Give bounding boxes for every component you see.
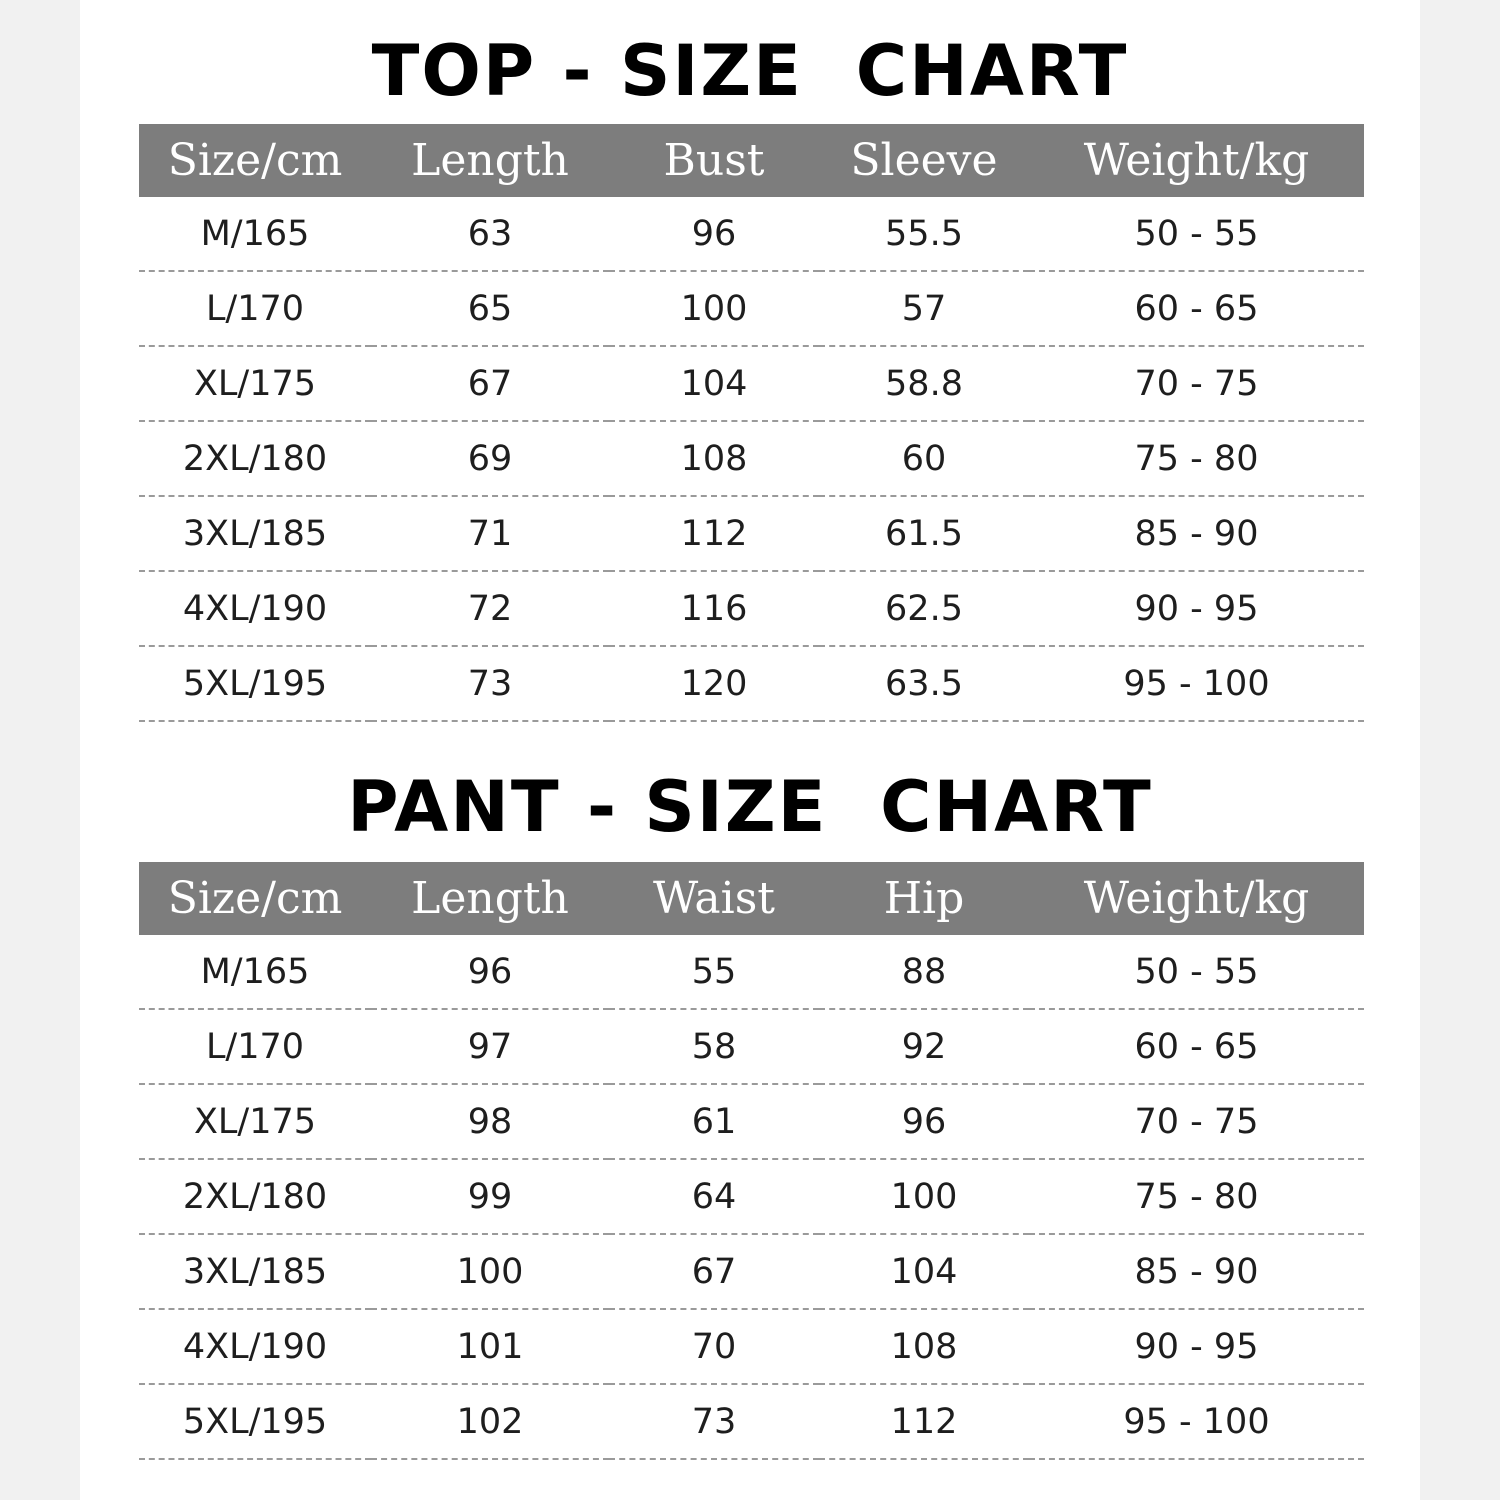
cell-length: 72 <box>371 571 609 646</box>
cell-waist: 61 <box>609 1084 819 1159</box>
cell-sleeve: 63.5 <box>819 646 1029 721</box>
header-hip: Hip <box>883 873 965 924</box>
cell-hip: 112 <box>819 1384 1029 1459</box>
cell-length: 65 <box>371 271 609 346</box>
cell-bust: 116 <box>609 571 819 646</box>
cell-size: XL/175 <box>139 1084 371 1159</box>
cell-length: 69 <box>371 421 609 496</box>
table-header-row <box>139 124 1364 197</box>
cell-bust: 112 <box>609 496 819 571</box>
cell-size: 5XL/195 <box>139 1384 371 1459</box>
cell-weight: 85 - 90 <box>1029 496 1364 571</box>
cell-weight: 60 - 65 <box>1029 271 1364 346</box>
cell-waist: 67 <box>609 1234 819 1309</box>
table-row <box>139 271 1364 346</box>
cell-hip: 104 <box>819 1234 1029 1309</box>
table-row <box>139 1384 1364 1459</box>
table-row <box>139 571 1364 646</box>
cell-length: 98 <box>371 1084 609 1159</box>
table-row <box>139 421 1364 496</box>
table-header-row <box>139 862 1364 935</box>
cell-size: 3XL/185 <box>139 496 371 571</box>
cell-length: 73 <box>371 646 609 721</box>
cell-size: M/165 <box>139 935 371 1009</box>
cell-length: 102 <box>371 1384 609 1459</box>
cell-weight: 50 - 55 <box>1029 935 1364 1009</box>
cell-hip: 108 <box>819 1309 1029 1384</box>
cell-length: 101 <box>371 1309 609 1384</box>
cell-weight: 70 - 75 <box>1029 1084 1364 1159</box>
header-bust: Bust <box>663 135 765 186</box>
cell-weight: 90 - 95 <box>1029 1309 1364 1384</box>
table-row <box>139 646 1364 721</box>
cell-weight: 95 - 100 <box>1029 1384 1364 1459</box>
cell-waist: 73 <box>609 1384 819 1459</box>
cell-sleeve: 58.8 <box>819 346 1029 421</box>
cell-bust: 108 <box>609 421 819 496</box>
cell-waist: 64 <box>609 1159 819 1234</box>
cell-sleeve: 62.5 <box>819 571 1029 646</box>
cell-weight: 85 - 90 <box>1029 1234 1364 1309</box>
cell-size: 3XL/185 <box>139 1234 371 1309</box>
cell-hip: 96 <box>819 1084 1029 1159</box>
cell-weight: 75 - 80 <box>1029 421 1364 496</box>
cell-length: 97 <box>371 1009 609 1084</box>
top-size-table <box>139 124 1364 722</box>
header-length: Length <box>411 873 569 924</box>
cell-sleeve: 60 <box>819 421 1029 496</box>
header-size: Size/cm <box>167 135 343 186</box>
cell-bust: 120 <box>609 646 819 721</box>
cell-waist: 58 <box>609 1009 819 1084</box>
header-length: Length <box>411 135 569 186</box>
cell-waist: 55 <box>609 935 819 1009</box>
pant-size-chart-title: PANT - SIZE CHART <box>347 766 1153 848</box>
table-row <box>139 1159 1364 1234</box>
cell-bust: 100 <box>609 271 819 346</box>
cell-weight: 60 - 65 <box>1029 1009 1364 1084</box>
cell-weight: 75 - 80 <box>1029 1159 1364 1234</box>
cell-weight: 95 - 100 <box>1029 646 1364 721</box>
cell-length: 67 <box>371 346 609 421</box>
table-row <box>139 935 1364 1009</box>
cell-weight: 70 - 75 <box>1029 346 1364 421</box>
cell-size: L/170 <box>139 1009 371 1084</box>
cell-bust: 104 <box>609 346 819 421</box>
table-row <box>139 346 1364 421</box>
cell-size: 4XL/190 <box>139 571 371 646</box>
cell-sleeve: 61.5 <box>819 496 1029 571</box>
cell-hip: 88 <box>819 935 1029 1009</box>
cell-hip: 100 <box>819 1159 1029 1234</box>
cell-size: 5XL/195 <box>139 646 371 721</box>
header-waist: Waist <box>653 873 775 924</box>
pant-size-table <box>139 862 1364 1460</box>
table-row <box>139 1309 1364 1384</box>
cell-length: 100 <box>371 1234 609 1309</box>
table-row <box>139 197 1364 271</box>
cell-hip: 92 <box>819 1009 1029 1084</box>
table-row <box>139 1084 1364 1159</box>
table-row <box>139 1009 1364 1084</box>
cell-length: 71 <box>371 496 609 571</box>
cell-length: 99 <box>371 1159 609 1234</box>
cell-size: M/165 <box>139 197 371 271</box>
cell-size: 2XL/180 <box>139 1159 371 1234</box>
cell-size: 2XL/180 <box>139 421 371 496</box>
cell-size: L/170 <box>139 271 371 346</box>
cell-size: 4XL/190 <box>139 1309 371 1384</box>
cell-sleeve: 57 <box>819 271 1029 346</box>
table-row <box>139 1234 1364 1309</box>
top-size-chart-title: TOP - SIZE CHART <box>371 30 1129 112</box>
cell-length: 96 <box>371 935 609 1009</box>
cell-bust: 96 <box>609 197 819 271</box>
header-sleeve: Sleeve <box>850 135 998 186</box>
header-weight: Weight/kg <box>1083 873 1310 924</box>
cell-waist: 70 <box>609 1309 819 1384</box>
cell-weight: 90 - 95 <box>1029 571 1364 646</box>
table-row <box>139 496 1364 571</box>
cell-length: 63 <box>371 197 609 271</box>
cell-sleeve: 55.5 <box>819 197 1029 271</box>
cell-weight: 50 - 55 <box>1029 197 1364 271</box>
header-size: Size/cm <box>167 873 343 924</box>
header-weight: Weight/kg <box>1083 135 1310 186</box>
cell-size: XL/175 <box>139 346 371 421</box>
